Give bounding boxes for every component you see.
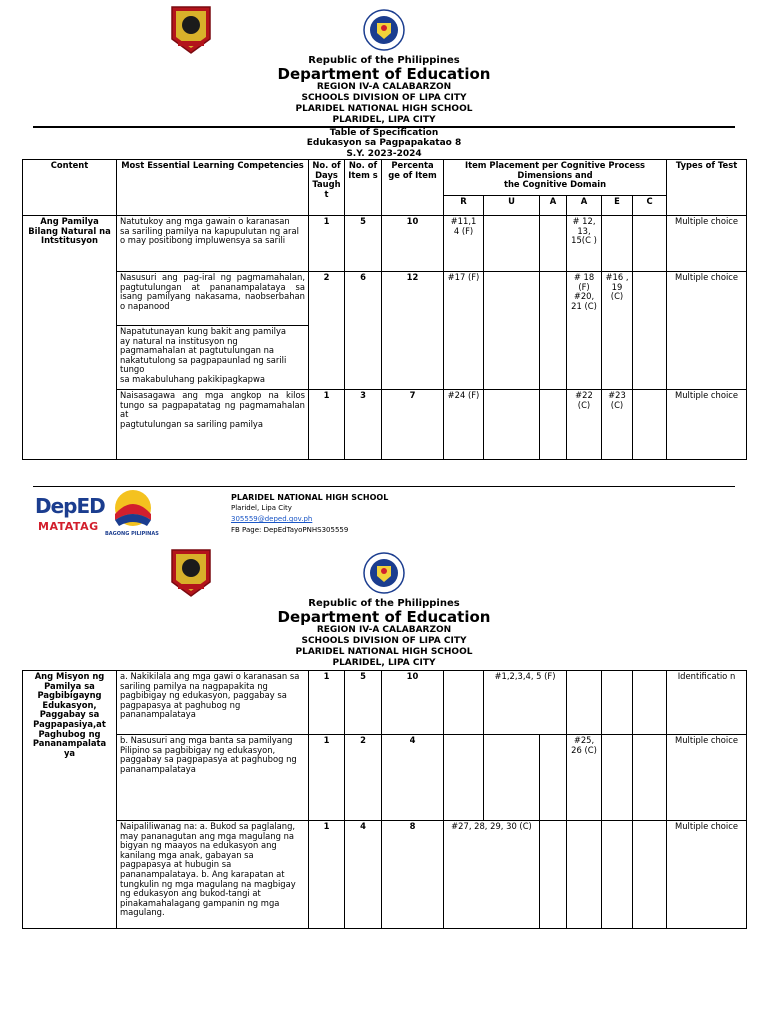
r-cell (444, 735, 484, 821)
footer-school-name: PLARIDEL NATIONAL HIGH SCHOOL (231, 493, 389, 502)
header-days: No. of Days Taugh t (309, 160, 345, 216)
days-cell: 1 (309, 216, 345, 272)
test-cell: Multiple choice (667, 272, 747, 390)
pct-cell: 7 (382, 390, 444, 460)
melc-cell: Nasusuri ang pag-iral ng pagmamahalan, pagtutulungan at pananampalataya sa isang pamilyang nakasama, naobserbahan o napanood (117, 272, 309, 326)
melc-cell: a. Nakikilala ang mga gawi o karanasan sa sariling pamilya na nagpapakita ng pagbibigay ng edukasyon, paggabay sa pagpapasya at paghubog ng pananampalataya (117, 671, 309, 735)
u-cell (484, 390, 540, 460)
r-cell (444, 671, 484, 735)
a2-cell: # 12, 13, 15(C ) (567, 216, 602, 272)
melc-cell: Napatutunayan kung bakit ang pamilya ay natural na institusyon ng pagmamahalan at pagtutulungan na nakatutulong sa pagpapaunlad ng sarili tungo sa makabuluhang pakikipagkapwa (117, 326, 309, 390)
a1-cell (540, 735, 567, 821)
subheader-c: C (633, 196, 667, 216)
c-cell (633, 671, 667, 735)
items-cell: 5 (345, 671, 382, 735)
pct-cell: 10 (382, 671, 444, 735)
subheader-u: U (484, 196, 540, 216)
footer-email-link[interactable]: 305559@deped.gov.ph (231, 515, 313, 523)
r-cell: #27, 28, 29, 30 (C) (444, 821, 540, 929)
test-cell: Identificatio n (667, 671, 747, 735)
doc-subject: Edukasyon sa Pagpapakatao 8 (306, 138, 462, 148)
days-cell: 1 (309, 735, 345, 821)
pct-cell: 10 (382, 216, 444, 272)
days-cell: 1 (309, 390, 345, 460)
table-row (23, 390, 747, 460)
c-cell (633, 216, 667, 272)
region-label: REGION IV-A CALABARZON (316, 82, 452, 92)
e-cell (602, 671, 633, 735)
header-placement (444, 160, 667, 196)
footer-fb: FB Page: DepEdTayoPNHS305559 (231, 526, 349, 534)
pct-cell: 8 (382, 821, 444, 929)
table-row (23, 272, 747, 326)
melc-cell: Natutukoy ang mga gawain o karanasan sa sariling pamilya na kapupulutan ng aral o may positibong impluwensya sa sarili (117, 216, 309, 272)
header-types: Types of Test (667, 160, 747, 216)
country-label: Republic of the Philippines (308, 598, 460, 609)
items-cell: 2 (345, 735, 382, 821)
content-cell: Ang Pamilya Bilang Natural na Intstitusyon (23, 216, 117, 460)
deped-seal-icon (363, 9, 405, 51)
matatag-logo: MATATAG (38, 520, 99, 533)
footer-divider (33, 486, 735, 487)
c-cell (633, 735, 667, 821)
division-label: SCHOOLS DIVISION OF LIPA CITY (301, 93, 467, 103)
header-melc: Most Essential Learning Competencies (117, 160, 309, 216)
table-row (23, 671, 747, 735)
school-contact (231, 492, 388, 536)
days-cell: 2 (309, 272, 345, 390)
items-cell: 3 (345, 390, 382, 460)
melc-cell: Naipaliliwanag na: a. Bukod sa paglalang, may pananagutan ang mga magulang na bigyan ng maayos na edukasyon ang kanilang mga anak, gabayan sa pagpapasya at hubugin sa pananampalataya. b. Ang karapatan at tungkulin ng mga magulang na magbigay ng edukasyon ang bukod-tangi at pinakamahalagang gampanin ng mga magulang. (117, 821, 309, 929)
header-percentage: Percenta ge of Item (382, 160, 444, 216)
items-cell: 6 (345, 272, 382, 390)
header-content: Content (23, 160, 117, 216)
pct-cell: 4 (382, 735, 444, 821)
department-title: Department of Education (277, 65, 491, 83)
e-cell (602, 216, 633, 272)
doc-title: Table of Specification (329, 128, 439, 138)
deped-logo: DepED (35, 494, 105, 518)
items-cell: 4 (345, 821, 382, 929)
u-cell (484, 216, 540, 272)
division-label: SCHOOLS DIVISION OF LIPA CITY (301, 636, 467, 646)
days-cell: 1 (309, 671, 345, 735)
location-label: PLARIDEL, LIPA CITY (332, 115, 436, 125)
table-row (23, 821, 747, 929)
footer-address: Plaridel, Lipa City (231, 504, 292, 512)
u-cell (484, 272, 540, 390)
deped-seal-icon (363, 552, 405, 594)
doc-school-year: S.Y. 2023-2024 (346, 149, 422, 159)
school-seal-icon (170, 548, 212, 598)
subheader-a2: A (567, 196, 602, 216)
melc-cell: Naisasagawa ang mga angkop na kilos tungo sa pagpapatatag ng pagmamahalan at pagtutulungan sa sariling pamilya (117, 390, 309, 460)
pct-cell: 12 (382, 272, 444, 390)
bagong-pilipinas-caption: BAGONG PILIPINAS (105, 531, 159, 537)
department-title: Department of Education (277, 608, 491, 626)
melc-cell: b. Nasusuri ang mga banta sa pamilyang Pilipino sa pagbibigay ng edukasyon, paggabay sa pagpapasya at paghubog ng pananampalataya (117, 735, 309, 821)
r-cell: #24 (F) (444, 390, 484, 460)
header-items: No. of Item s (345, 160, 382, 216)
subheader-r: R (444, 196, 484, 216)
a1-cell (540, 390, 567, 460)
content-cell: Ang Misyon ng Pamilya sa Pagbibigayng Edukasyon, Paggabay sa Pagpapasiya,at Paghubog ng Pananampalata ya (23, 671, 117, 929)
a2-cell: #25, 26 (C) (567, 735, 602, 821)
e-cell (602, 821, 633, 929)
u-cell: #1,2,3,4, 5 (F) (484, 671, 567, 735)
a2-cell: # 18 (F) #20, 21 (C) (567, 272, 602, 390)
table-header-row (23, 160, 747, 196)
region-label: REGION IV-A CALABARZON (316, 625, 452, 635)
r-cell: #17 (F) (444, 272, 484, 390)
spec-table-1 (22, 159, 747, 460)
r-cell: #11,1 4 (F) (444, 216, 484, 272)
subheader-e: E (602, 196, 633, 216)
e-cell (602, 735, 633, 821)
a2-cell: #22 (C) (567, 390, 602, 460)
items-cell: 5 (345, 216, 382, 272)
spec-table-2 (22, 670, 747, 929)
e-cell: #16 , 19 (C) (602, 272, 633, 390)
table-row (23, 735, 747, 821)
table-row (23, 216, 747, 272)
a1-cell (540, 272, 567, 390)
location-label: PLARIDEL, LIPA CITY (332, 658, 436, 668)
a1-cell (540, 216, 567, 272)
a1-cell (540, 821, 567, 929)
bagong-pilipinas-icon (109, 488, 157, 530)
c-cell (633, 390, 667, 460)
c-cell (633, 821, 667, 929)
school-seal-icon (170, 5, 212, 55)
test-cell: Multiple choice (667, 216, 747, 272)
header-placement-line1: Item Placement per Cognitive Process Dimensions and (464, 160, 646, 180)
school-label: PLARIDEL NATIONAL HIGH SCHOOL (295, 104, 473, 114)
test-cell: Multiple choice (667, 735, 747, 821)
u-cell (484, 735, 540, 821)
country-label: Republic of the Philippines (308, 55, 460, 66)
days-cell: 1 (309, 821, 345, 929)
header-placement-line2: the Cognitive Domain (503, 179, 607, 190)
test-cell: Multiple choice (667, 821, 747, 929)
school-label: PLARIDEL NATIONAL HIGH SCHOOL (295, 647, 473, 657)
e-cell: #23 (C) (602, 390, 633, 460)
subheader-a1: A (540, 196, 567, 216)
test-cell: Multiple choice (667, 390, 747, 460)
a2-cell (567, 821, 602, 929)
c-cell (633, 272, 667, 390)
a2-cell (567, 671, 602, 735)
